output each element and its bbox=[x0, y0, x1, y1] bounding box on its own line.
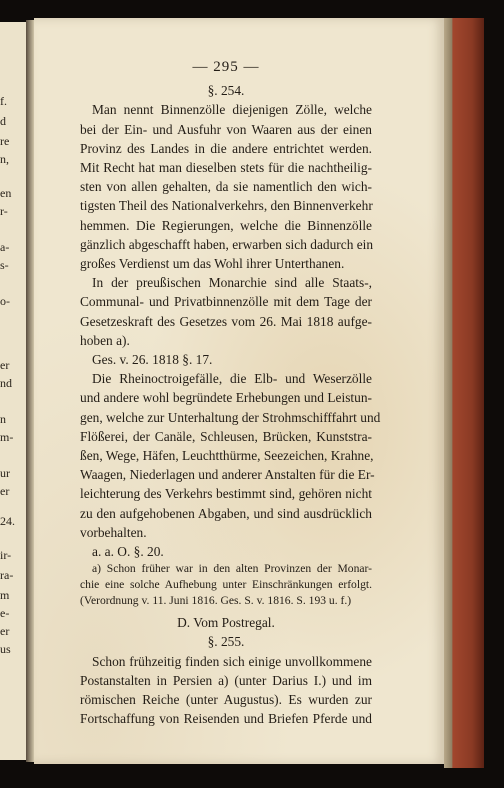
text-line: römischen Reiche (unter Augustus). Es wurden zur bbox=[80, 692, 372, 708]
paragraph bbox=[80, 369, 381, 542]
text-line: sten von allen gehalten, da sie namentlich den wich- bbox=[80, 179, 372, 195]
text-line: hemmen. Die Regierungen, welche die Binnenzölle bbox=[80, 217, 372, 233]
left-fragment: o- bbox=[0, 294, 10, 308]
text-line: In der preußischen Monarchie sind alle Staats-, bbox=[92, 275, 372, 291]
text-line: tigsten Theil des Nationalverkehrs, den Binnenverkehr bbox=[80, 198, 373, 214]
text-line: vorbehalten. bbox=[80, 524, 147, 540]
left-fragment: ur bbox=[0, 466, 10, 480]
left-fragment: ir- bbox=[0, 548, 12, 562]
left-fragment: a- bbox=[0, 240, 10, 254]
left-fragment: er bbox=[0, 624, 10, 638]
text-line: leichterung des Verkehrs bestimmt sind, gehören nicht bbox=[80, 486, 372, 502]
left-fragment: er bbox=[0, 358, 10, 372]
section-heading: §. 254. bbox=[207, 83, 245, 99]
text-line: ßen, Wege, Häfen, Leuchtthürme, Seezeichen, Krahne, bbox=[80, 448, 374, 464]
left-fragment: s- bbox=[0, 258, 9, 272]
left-fragment: en bbox=[0, 186, 12, 200]
book-gutter bbox=[26, 20, 34, 762]
text-line: gen, welche zur Unterhaltung der Strohmschifffahrt und bbox=[80, 409, 381, 425]
text-line: zu den aufgehobenen Abgaben, und sind ausdrücklich bbox=[80, 505, 372, 521]
chapter-heading: D. Vom Postregal. bbox=[177, 615, 275, 631]
left-fragment: ra- bbox=[0, 568, 14, 582]
footnote-line: a) Schon früher war in den alten Provinzen der Monar- bbox=[92, 562, 372, 576]
text-line: großes Verdienst um das Wohl ihrer Unterthanen. bbox=[80, 256, 345, 272]
left-fragment: e- bbox=[0, 606, 10, 620]
text-line: Mit Recht hat man dieselben stets für die nachtheilig- bbox=[80, 160, 372, 176]
page-text bbox=[80, 58, 381, 729]
footnote bbox=[80, 561, 372, 609]
left-fragment: 24. bbox=[0, 514, 15, 528]
text-line: hoben a). bbox=[80, 332, 130, 348]
left-fragment: er bbox=[0, 484, 10, 498]
text-line: Waagen, Niederlagen und anderer Anstalten für die Er- bbox=[80, 467, 375, 483]
left-fragment: n bbox=[0, 412, 6, 426]
text-line: Postanstalten in Persien a) (unter Darius I.) und im bbox=[80, 672, 372, 688]
law-reference: Ges. v. 26. 1818 §. 17. bbox=[92, 352, 213, 368]
left-page-edge bbox=[0, 22, 27, 760]
text-line: Die Rheinoctroigefälle, die Elb- und Weserzölle bbox=[92, 371, 372, 387]
left-fragment: r- bbox=[0, 204, 8, 218]
law-reference: a. a. O. §. 20. bbox=[92, 544, 164, 560]
text-line: Gesetzeskraft des Gesetzes vom 26. Mai 1818 aufge- bbox=[80, 313, 372, 329]
paragraph bbox=[80, 273, 372, 350]
left-fragment: m- bbox=[0, 430, 14, 444]
book-cover-edge bbox=[444, 18, 484, 768]
footnote-line: chie eine solche Aufhebung unter Einschränkungen erfolgt. bbox=[80, 578, 372, 592]
left-fragment: m bbox=[0, 588, 10, 602]
text-line: gänzlich abgeschafft haben, erwarben sich dadurch ein bbox=[80, 236, 374, 252]
footnote-line: (Verordnung v. 11. Juni 1816. Ges. S. v. 1816. S. 193 u. f.) bbox=[80, 594, 352, 608]
left-fragment: f. bbox=[0, 94, 7, 108]
text-line: Flößerei, der Canäle, Schleusen, Brücken, Kunststra- bbox=[80, 428, 372, 444]
text-line: bei der Ein- und Ausfuhr von Waaren aus der einen bbox=[80, 121, 372, 137]
page-number: — 295 — bbox=[192, 59, 260, 75]
section-heading: §. 255. bbox=[207, 634, 245, 650]
text-line: Man nennt Binnenzölle diejenigen Zölle, welche bbox=[92, 102, 372, 118]
left-fragment: us bbox=[0, 642, 11, 656]
left-fragment: re bbox=[0, 134, 10, 148]
text-line: Communal- und Privatbinnenzölle mit dem Tage der bbox=[80, 294, 372, 310]
text-line: Fortschaffung von Reisenden und Briefen Pferde und bbox=[80, 711, 372, 727]
left-fragment: n, bbox=[0, 152, 9, 166]
left-fragment: d bbox=[0, 114, 6, 128]
paragraph bbox=[80, 652, 372, 729]
text-line: und andere wohl begründete Erhebungen und Leistun- bbox=[80, 390, 372, 406]
text-line: Provinz des Landes in die andere entrichtet werden. bbox=[80, 140, 372, 156]
left-fragment: nd bbox=[0, 376, 12, 390]
text-line: Schon frühzeitig finden sich einige unvollkommene bbox=[92, 653, 372, 669]
paragraph bbox=[80, 100, 372, 273]
